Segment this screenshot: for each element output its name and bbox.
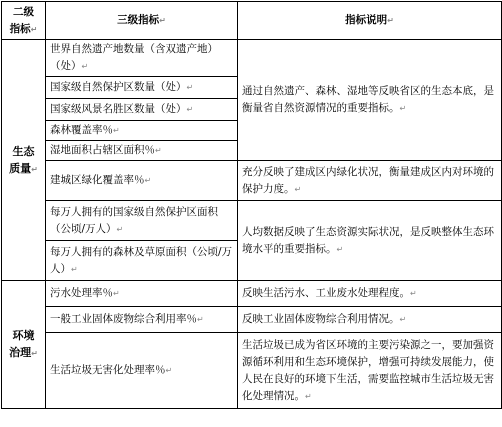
- indicator-cell: [46, 333, 238, 409]
- indicator-text: 每万人拥有的国家级自然保护区面积（公顷/万人）: [50, 205, 218, 235]
- paragraph-mark: ↵: [197, 315, 204, 324]
- header-col3-text: 指标说明: [345, 14, 388, 26]
- description-text: 通过自然遗产、森林、湿地等反映省区的生态本底，是衡量省自然资源情况的重要指标。: [242, 85, 494, 114]
- paragraph-mark: ↵: [186, 83, 194, 92]
- paragraph-mark: ↵: [387, 16, 394, 25]
- indicator-cell: [46, 77, 238, 99]
- paragraph-mark: ↵: [305, 391, 312, 401]
- paragraph-mark: ↵: [31, 349, 38, 358]
- category-ecological-quality: [2, 40, 46, 281]
- indicator-table: [1, 1, 502, 409]
- paragraph-mark: ↵: [81, 62, 89, 71]
- indicator-cell: [46, 40, 238, 77]
- description-cell: [238, 307, 502, 333]
- paragraph-mark: ↵: [30, 24, 38, 34]
- category-environmental-governance: [2, 281, 46, 409]
- paragraph-mark: ↵: [186, 105, 194, 114]
- table-row: [2, 40, 502, 77]
- indicator-text: 污水处理率％: [50, 287, 113, 299]
- paragraph-mark: ↵: [31, 164, 38, 174]
- paragraph-mark: ↵: [165, 366, 173, 375]
- description-cell: [238, 161, 502, 201]
- indicator-text: 建城区绿化覆盖率％: [50, 174, 145, 186]
- header-tertiary-indicator: [46, 2, 238, 40]
- indicator-cell: [46, 201, 238, 241]
- table-row: [2, 161, 502, 201]
- table-row: [2, 281, 502, 307]
- paragraph-mark: ↵: [144, 176, 152, 185]
- indicator-text: 湿地面积占辖区面积％: [50, 144, 155, 156]
- paragraph-mark: ↵: [116, 224, 124, 234]
- indicator-text: 国家级风景名胜区数量（处）: [50, 103, 187, 115]
- indicator-text: 生活垃圾无害化处理率％: [50, 364, 166, 376]
- description-cell: [238, 201, 502, 281]
- indicator-cell: [46, 241, 238, 281]
- table-row: [2, 307, 502, 333]
- paragraph-mark: ↵: [399, 315, 407, 324]
- category-line1: 生态: [12, 144, 35, 158]
- indicator-cell: [46, 281, 238, 307]
- header-col2-text: 三级指标: [117, 14, 160, 26]
- paragraph-mark: ↵: [399, 104, 407, 113]
- indicator-text: 世界自然遗产地数量（含双遗产地）（处）: [50, 43, 218, 72]
- indicator-text: 国家级自然保护区数量（处）: [50, 81, 187, 93]
- indicator-cell: [46, 161, 238, 201]
- description-cell: [238, 333, 502, 409]
- paragraph-mark: ↵: [294, 184, 302, 194]
- table-row: [2, 201, 502, 241]
- table-row: [2, 333, 502, 409]
- paragraph-mark: ↵: [113, 126, 120, 135]
- category-line2: 质量: [9, 161, 32, 175]
- indicator-text: 每万人拥有的森林及草原面积（公顷/万人）: [50, 245, 233, 275]
- paragraph-mark: ↵: [155, 146, 162, 155]
- header-col1-line2: 指标: [9, 22, 31, 35]
- indicator-cell: [46, 99, 238, 121]
- paragraph-mark: ↵: [410, 289, 417, 298]
- paragraph-mark: ↵: [113, 289, 120, 298]
- paragraph-mark: ↵: [159, 16, 166, 25]
- description-text: 充分反映了建成区内绿化状况，衡量建成区内对环境的保护力度。: [242, 165, 494, 195]
- header-secondary-indicator: [2, 2, 46, 40]
- paragraph-mark: ↵: [71, 264, 78, 274]
- header-col1-line1: 二级: [13, 5, 34, 18]
- header-row: [2, 2, 502, 40]
- description-cell: [238, 281, 502, 307]
- indicator-cell: [46, 141, 238, 161]
- description-text: 反映生活污水、工业废水处理程度。: [242, 287, 410, 299]
- description-text: 生活垃圾已成为省区环境的主要污染源之一，要加强资源循环利用和生态环境保护，增强可持续发展能力，使人民在良好的环境下生活，需要监控城市生活垃圾无害化处理情况。: [242, 338, 494, 402]
- indicator-cell: [46, 307, 238, 333]
- indicator-text: 一般工业固体废物综合利用率％: [50, 313, 197, 325]
- header-indicator-description: [238, 2, 502, 40]
- description-text: 反映工业固体废物综合利用情况。: [242, 313, 400, 325]
- paragraph-mark: ↵: [336, 244, 344, 254]
- description-cell: [238, 40, 502, 161]
- indicator-text: 森林覆盖率％: [50, 124, 113, 136]
- category-line2: 治理: [9, 346, 32, 359]
- category-line1: 环境: [12, 329, 35, 342]
- description-text: 人均数据反映了生态资源实际状况，是反映整体生态环境水平的重要指标。: [242, 225, 494, 255]
- indicator-cell: [46, 121, 238, 141]
